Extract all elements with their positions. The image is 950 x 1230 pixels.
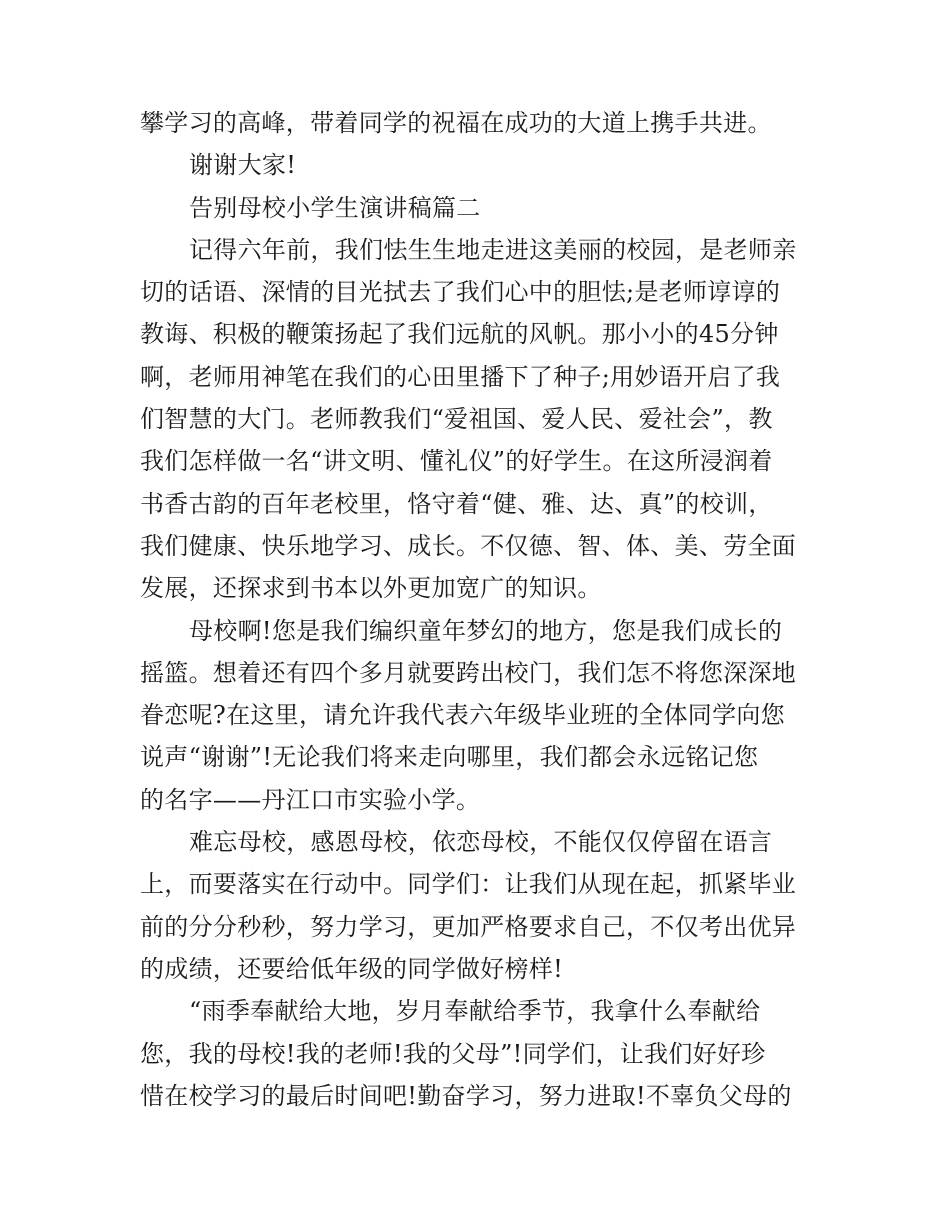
text-line: 说声“谢谢”!无论我们将来走向哪里，我们都会永远铭记您 [140,743,759,772]
text-line: 攀学习的高峰，带着同学的祝福在成功的大道上携手共进。 [140,109,772,137]
text-line: “雨季奉献给大地，岁月奉献给季节，我拿什么奉献给 [189,997,761,1026]
text-line: 的成绩，还要给低年级的同学做好榜样! [140,954,564,983]
text-line: 我们健康、快乐地学习、成长。不仅德、智、体、美、劳全面 [140,531,797,560]
text-line: 母校啊!您是我们编织童年梦幻的地方，您是我们成长的 [189,616,783,645]
text-line: 的名字——丹江口市实验小学。 [140,785,481,814]
text-line: 摇篮。想着还有四个多月就要跨出校门，我们怎不将您深深地 [140,658,797,687]
text-line: 惜在校学习的最后时间吧!勤奋学习，努力进取!不辜负父母的 [140,1081,792,1110]
document-body [140,102,816,1117]
text-line: 谢谢大家! [189,151,297,180]
text-line: 您，我的母校!我的老师!我的父母”!同学们，让我们好好珍 [140,1039,766,1068]
text-line: 眷恋呢?在这里，请允许我代表六年级毕业班的全体同学向您 [140,701,785,730]
text-line: 书香古韵的百年老校里，恪守着“健、雅、达、真”的校训， [140,489,773,518]
text-line: 我们怎样做一名“讲文明、懂礼仪”的好学生。在这所浸润着 [140,447,773,476]
text-line: 前的分分秒秒，努力学习，更加严格要求自己，不仅考出优异 [140,912,797,941]
text-line: 发展，还探求到书本以外更加宽广的知识。 [140,574,602,603]
text-line: 教诲、积极的鞭策扬起了我们远航的风帆。那小小的45分钟 [140,320,779,349]
text-line: 上，而要落实在行动中。同学们：让我们从现在起，抓紧毕业 [140,870,797,899]
text-line: 记得六年前，我们怯生生地走进这美丽的校园，是老师亲 [189,235,797,264]
text-line: 啊，老师用神笔在我们的心田里播下了种子;用妙语开启了我 [140,362,781,391]
text-line: 切的话语、深情的目光拭去了我们心中的胆怯;是老师谆谆的 [140,278,781,307]
text-line: 告别母校小学生演讲稿篇二 [189,193,481,222]
text-line: 们智慧的大门。老师教我们“爱祖国、爱人民、爱社会”，教 [140,405,773,434]
text-line: 难忘母校，感恩母校，依恋母校，不能仅仅停留在语言 [189,828,773,857]
